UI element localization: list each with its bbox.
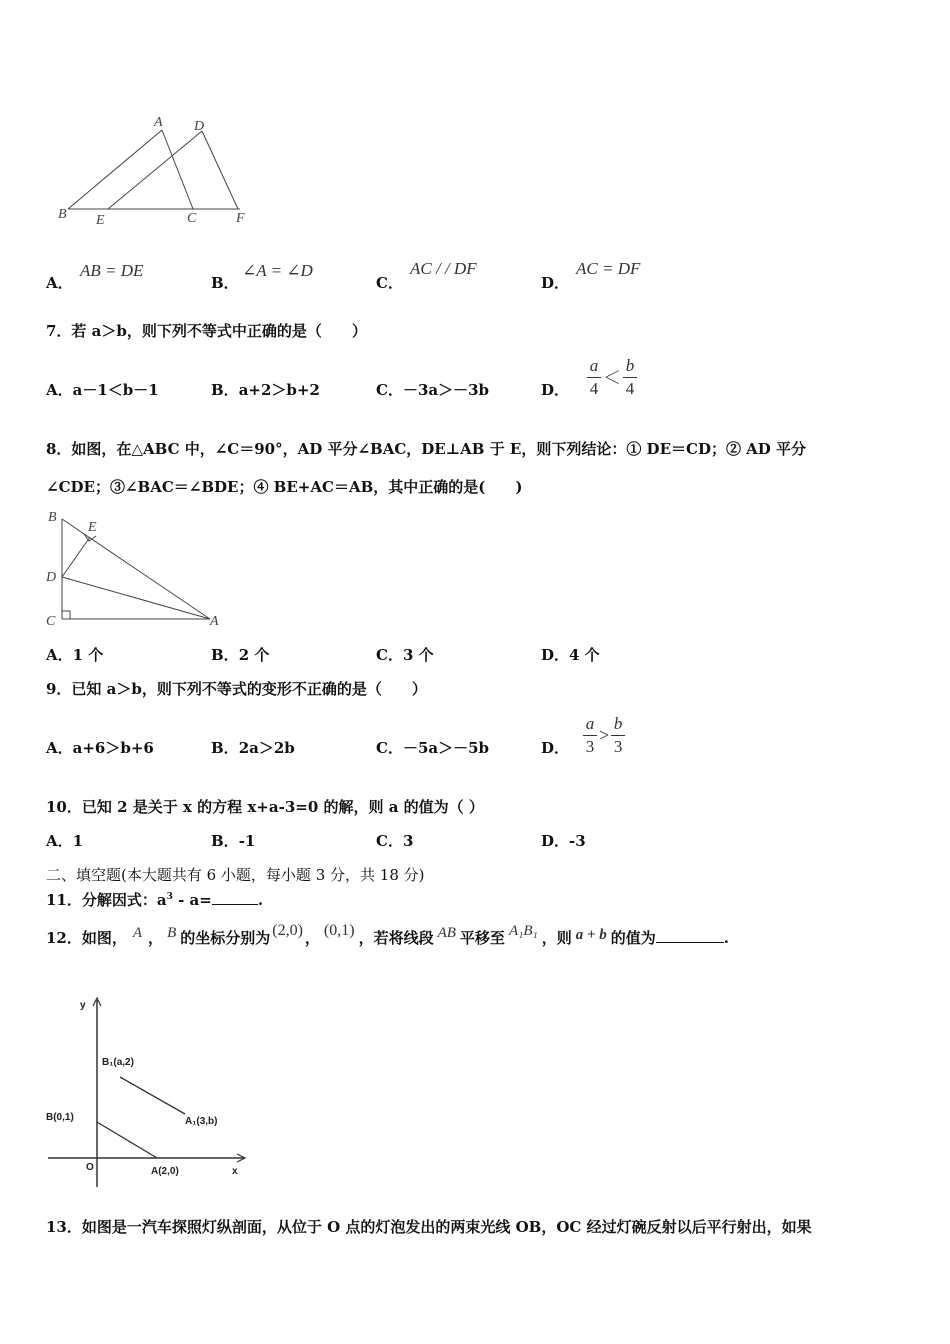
q6-option-a: [46, 272, 73, 293]
q8-stem-line1: 8．如图，在△ABC 中，∠C＝90°，AD 平分∠BAC，DE⊥AB 于 E，则下列结论：① DE＝CD；② AD 平分: [46, 440, 807, 458]
q6-option-d: [541, 272, 569, 293]
q12-coord-a: (2,0): [272, 922, 303, 939]
q9-option-d: [541, 712, 625, 758]
option-letter: D．: [541, 832, 570, 850]
q7-option-d: [541, 354, 637, 400]
q8-stem-line2: ∠CDE；③∠BAC＝∠BDE；④ BE+AC＝AB，其中正确的是( ): [46, 478, 523, 496]
option-text: 3 个: [402, 646, 434, 664]
option-letter: C．: [376, 832, 403, 850]
option-letter: A．: [46, 739, 73, 757]
q11-prefix: 11．分解因式：a: [46, 891, 167, 909]
label-x-axis: x: [232, 1166, 238, 1177]
label-b1: B₁(a,2): [102, 1057, 134, 1068]
fraction-b-over-3: $\frac{b}{3}$: [611, 715, 625, 756]
label-D: D: [194, 119, 205, 134]
q10-stem: 10．已知 2 是关于 x 的方程 x+a-3=0 的解，则 a 的值为（ ）: [46, 798, 484, 816]
q8-option-c: [376, 644, 434, 665]
option-text: 4 个: [569, 646, 600, 664]
q12-comma: ，: [148, 929, 164, 947]
option-text: －3a＞－3b: [402, 381, 490, 399]
option-letter: A．: [46, 832, 73, 850]
q7-option-c: [376, 379, 489, 400]
q12-point-a: A: [132, 925, 143, 941]
q12-text-2: 的坐标分别为: [180, 929, 271, 947]
q6-option-d-math: AC = DF: [576, 259, 641, 278]
q8-option-d: [541, 644, 600, 665]
q6-option-a-math: AB = DE: [80, 261, 144, 280]
label-B: B: [58, 207, 67, 222]
q9-option-a: [46, 737, 154, 758]
option-text: a+6＞b+6: [72, 739, 154, 757]
option-letter: B．: [211, 739, 239, 757]
q6-option-c: [376, 272, 403, 293]
option-letter: C．: [376, 646, 403, 664]
figure-coordinate-plane: [40, 992, 255, 1192]
option-letter: C．: [376, 739, 403, 757]
option-letter: B．: [211, 832, 239, 850]
option-letter: C．: [376, 274, 403, 292]
label-C: C: [46, 614, 56, 629]
label-a: A(2,0): [151, 1166, 179, 1177]
label-E: E: [96, 213, 105, 228]
relation: >: [599, 724, 610, 745]
label-b: B(0,1): [46, 1112, 74, 1123]
q12-text-5: ，则: [541, 929, 572, 947]
figure-parallel-triangles: [50, 112, 270, 230]
q12-segment-ab: AB: [437, 925, 456, 941]
section-fill-in-heading: 二、填空题(本大题共有 6 小题，每小题 3 分，共 18 分): [46, 866, 425, 884]
label-E: E: [88, 520, 97, 535]
q12-coord-b: (0,1): [323, 922, 355, 939]
q10-option-a: [46, 830, 83, 851]
option-text: 2a＞2b: [238, 739, 295, 757]
fraction-a-over-3: $\frac{a}{3}$: [583, 715, 597, 756]
label-a1: A₁(3,b): [185, 1116, 218, 1127]
option-text: －5a＞－5b: [402, 739, 490, 757]
q7-option-b: [211, 379, 320, 400]
fraction-a-over-4: $\frac{a}{4}$: [587, 357, 601, 398]
q12-point-b: B: [167, 925, 177, 941]
option-letter: D．: [541, 646, 570, 664]
q11-answer-blank[interactable]: [212, 892, 258, 905]
q8-option-a: [46, 644, 103, 665]
q12-expression: a + b: [575, 927, 607, 943]
label-A: A: [210, 614, 219, 629]
option-text: -3: [569, 832, 586, 850]
q12-text-1: 12．如图，: [46, 929, 127, 947]
option-letter: C．: [376, 381, 403, 399]
option-text: 1: [72, 832, 84, 850]
option-text: 3: [402, 832, 414, 850]
label-B: B: [48, 510, 57, 525]
q12-answer-blank[interactable]: [656, 930, 724, 943]
option-letter: D．: [541, 380, 570, 399]
option-letter: A．: [46, 646, 73, 664]
label-y-axis: y: [80, 1000, 86, 1011]
option-text: a－1＜b－1: [72, 381, 159, 399]
q12-stem: [46, 922, 730, 948]
option-letter: B．: [211, 381, 239, 399]
label-D: D: [46, 570, 57, 585]
q12-text-3: ，若将线段: [358, 929, 434, 947]
q12-period: .: [723, 929, 730, 947]
option-letter: A．: [46, 381, 73, 399]
option-letter: D．: [541, 274, 570, 292]
relation: ＜: [603, 368, 622, 388]
q12-comma-2: ，: [304, 929, 320, 947]
option-letter: B．: [211, 274, 239, 292]
option-text: 1 个: [72, 646, 104, 664]
q7-option-a: [46, 379, 159, 400]
q11-stem: [46, 889, 263, 910]
label-A: A: [154, 115, 163, 130]
q12-text-6: 的值为: [610, 929, 656, 947]
q8-option-b: [211, 644, 269, 665]
option-text: 2 个: [238, 646, 270, 664]
q11-period: .: [257, 891, 264, 909]
label-C: C: [187, 211, 197, 226]
q9-option-b: [211, 737, 295, 758]
q6-option-b-math: ∠A = ∠D: [242, 261, 313, 280]
fraction-b-over-4: $\frac{b}{4}$: [623, 357, 637, 398]
q12-segment-a1b1: A₁B₁: [508, 923, 538, 939]
option-letter: A．: [46, 274, 73, 292]
q12-text-4: 平移至: [459, 929, 505, 947]
q11-suffix: - a=: [172, 891, 212, 909]
q13-stem: 13．如图是一汽车探照灯纵剖面，从位于 O 点的灯泡发出的两束光线 OB，OC 经过灯碗反射以后平行射出，如果: [46, 1218, 812, 1236]
option-text: -1: [238, 832, 256, 850]
option-text: a+2＞b+2: [238, 381, 320, 399]
q7-stem: 7．若 a＞b，则下列不等式中正确的是（ ）: [46, 322, 367, 340]
q11-exponent: 3: [166, 892, 173, 902]
q6-option-c-math: AC / / DF: [410, 259, 477, 278]
option-letter: D．: [541, 738, 570, 757]
option-letter: B．: [211, 646, 239, 664]
q9-stem: 9．已知 a＞b，则下列不等式的变形不正确的是（ ）: [46, 680, 427, 698]
q9-option-c: [376, 737, 489, 758]
q10-option-d: [541, 830, 586, 851]
label-F: F: [236, 211, 245, 226]
figure-right-triangle: [40, 505, 230, 630]
q10-option-b: [211, 830, 255, 851]
q6-option-b: [211, 272, 239, 293]
q10-option-c: [376, 830, 413, 851]
label-origin: O: [86, 1162, 94, 1173]
